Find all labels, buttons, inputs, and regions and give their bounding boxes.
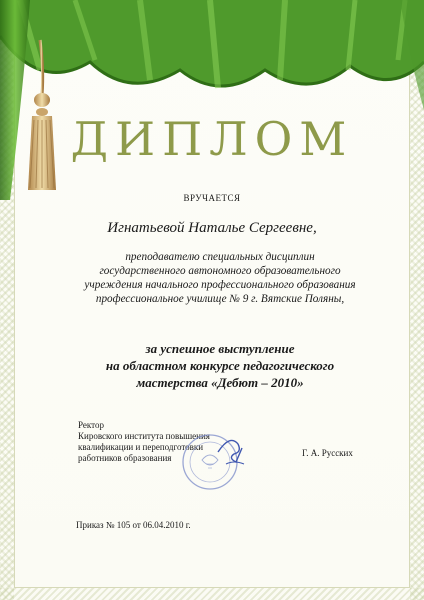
- merit-line-2: на областном конкурсе педагогического: [105, 358, 335, 373]
- signatory-line-1: Ректор: [78, 420, 104, 430]
- order-reference: Приказ № 105 от 06.04.2010 г.: [76, 520, 191, 530]
- position-line-1: преподавателю специальных дисциплин: [125, 251, 315, 263]
- position-line-4: профессиональное училище № 9 г. Вятские Поляны,: [95, 293, 345, 305]
- position-line-2: государственного автономного образовательного: [99, 265, 341, 277]
- signer-name: Г. А. Русских: [302, 448, 353, 458]
- diploma-title: ДИПЛОМ: [70, 112, 354, 166]
- merit-line-1: за успешное выступление: [145, 341, 295, 356]
- merit-line-3: мастерства «Дебют – 2010»: [136, 375, 304, 390]
- position-line-3: учреждения начального профессионального образования: [84, 279, 356, 291]
- merit-text: [60, 340, 380, 391]
- awarded-label: ВРУЧАЕТСЯ: [183, 193, 241, 203]
- official-stamp-icon: [178, 424, 248, 494]
- green-curtain-drape: [0, 0, 424, 200]
- bottom-ornament-border: [0, 588, 424, 600]
- signatory-line-3: квалификации и переподготовки: [78, 442, 204, 452]
- signatory-line-4: работников образования: [78, 453, 172, 463]
- signatory-line-2: Кировского института повышения: [78, 431, 210, 441]
- recipient-name: Игнатьевой Наталье Сергеевне,: [107, 220, 317, 236]
